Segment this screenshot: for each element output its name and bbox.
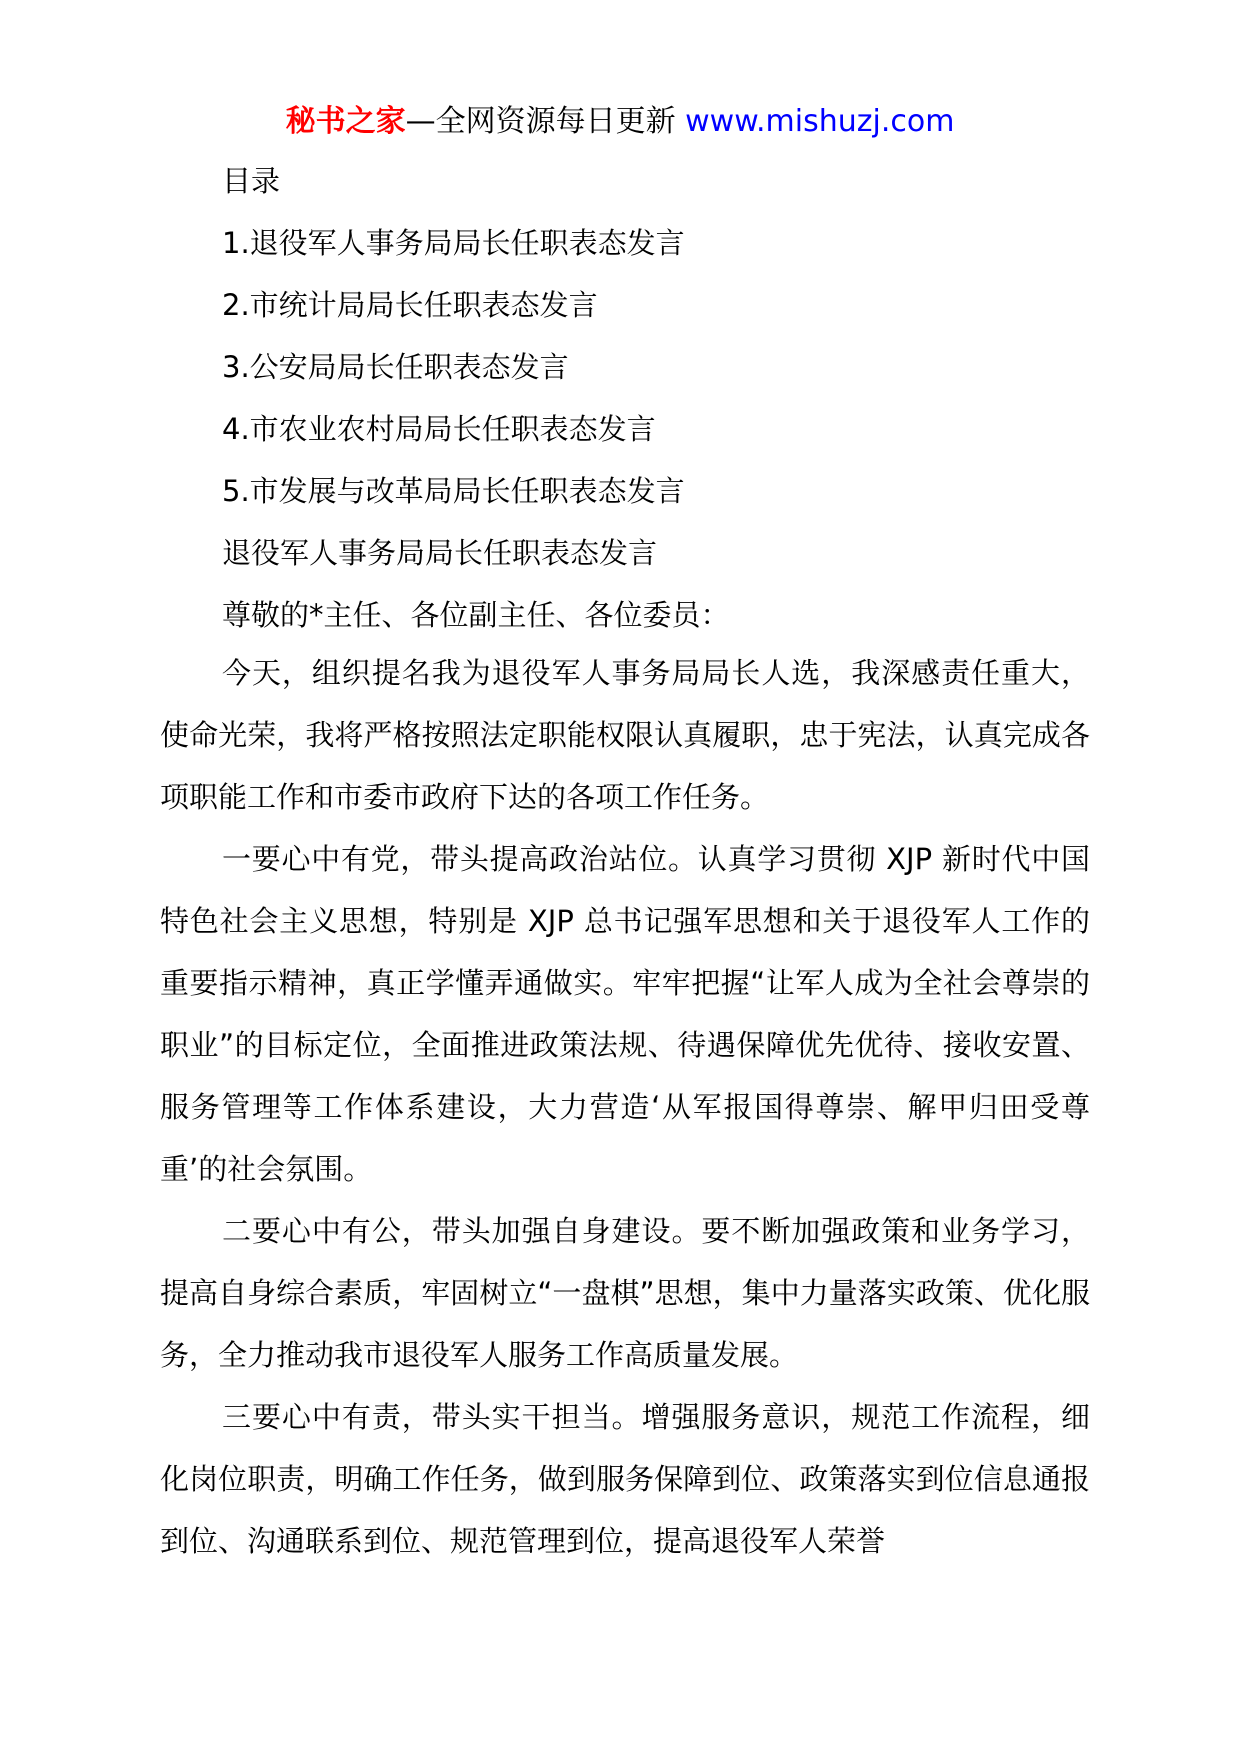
- paragraph-point-2: 二要心中有公，带头加强自身建设。要不断加强政策和业务学习，提高自身综合素质，牢固树立“一盘棋”思想，集中力量落实政策、优化服务，全力推动我市退役军人服务工作高质量发展。: [160, 1214, 1090, 1372]
- article-title: 退役军人事务局局长任职表态发言: [222, 536, 658, 570]
- paragraph-point-3: 三要心中有责，带头实干担当。增强服务意识，规范工作流程，细化岗位职责，明确工作任务，做到服务保障到位、政策落实到位信息通报到位、沟通联系到位、规范管理到位，提高退役军人荣誉: [160, 1400, 1090, 1558]
- brand-name: 秘书之家: [285, 104, 406, 139]
- site-url-link[interactable]: www.mishuzj.com: [685, 104, 955, 139]
- paragraph-point-1: 一要心中有党，带头提高政治站位。认真学习贯彻 XJP 新时代中国特色社会主义思想，特别是 XJP 总书记强军思想和关于退役军人工作的重要指示精神，真正学懂弄通做实。牢牢把握“让军人成为全社会尊崇的职业”的目标定位，全面推进政策法规、待遇保障优先优待、接收安置、服务管理等工作体系建设，大力营造‘从军报国得尊崇、解甲归田受尊重’的社会氛围。: [160, 842, 1090, 1186]
- site-header: [0, 100, 1240, 144]
- toc-item: 3.公安局局长任职表态发言: [222, 350, 569, 384]
- toc-title: 目录: [222, 164, 281, 198]
- toc-item: 1.退役军人事务局局长任职表态发言: [222, 226, 685, 260]
- article-body: [160, 642, 1090, 1572]
- paragraph-intro: 今天，组织提名我为退役军人事务局局长人选，我深感责任重大，使命光荣，我将严格按照法定职能权限认真履职，忠于宪法，认真完成各项职能工作和市委市政府下达的各项工作任务。: [160, 656, 1090, 814]
- header-tagline: —全网资源每日更新: [405, 104, 686, 139]
- toc-item: 2.市统计局局长任职表态发言: [222, 288, 598, 322]
- toc-item: 5.市发展与改革局局长任职表态发言: [222, 474, 685, 508]
- toc-item: 4.市农业农村局局长任职表态发言: [222, 412, 656, 446]
- table-of-contents: [160, 150, 1090, 646]
- salutation: 尊敬的*主任、各位副主任、各位委员：: [222, 598, 730, 632]
